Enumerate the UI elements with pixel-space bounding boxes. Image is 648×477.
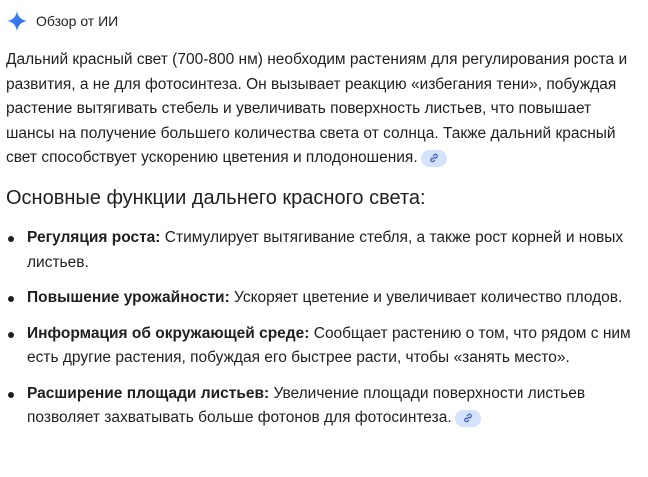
gemini-spark-icon <box>6 10 28 32</box>
bullet-term: Регуляция роста: <box>27 229 161 246</box>
bullet-text: Стимулирует вытягивание стебля, а также рост корней и новых листьев. <box>27 229 624 271</box>
ai-overview-header <box>6 8 118 34</box>
bullet-term: Расширение площади листьев: <box>27 384 270 402</box>
list-item <box>0 322 640 371</box>
section-title: Основные функции дальнего красного света: <box>6 187 426 209</box>
link-icon <box>462 412 474 424</box>
bullet-dot <box>8 296 14 302</box>
bullet-term: Информация об окружающей среде: <box>27 324 310 342</box>
list-item <box>0 382 640 431</box>
bullet-text: Увеличение площади поверхности листьев позволяет захватывать больше фотонов для фотосинтеза. <box>27 384 586 426</box>
intro-paragraph <box>6 48 636 171</box>
bullet-text: Сообщает растению о том, что рядом с ним есть другие растения, побуждая его быстрее расти, чтобы «занять место». <box>27 324 631 366</box>
list-item <box>0 226 640 275</box>
source-link-chip[interactable] <box>421 150 447 167</box>
intro-text: Дальний красный свет (700-800 нм) необходим растениям для регулирования роста и развития, а не для фотосинтеза. Он вызывает реакцию «избегания тени», побуждая растение вытягивать стебель и увеличивать поверхность листьев, что повышает шансы на получение большего количества света от солнца. Также дальний красный свет способствует ускорению цветения и плодоношения. <box>6 51 628 166</box>
functions-list <box>0 226 640 442</box>
bullet-text: Ускоряет цветение и увеличивает количество плодов. <box>229 289 623 306</box>
source-link-chip[interactable] <box>455 410 481 427</box>
bullet-dot <box>8 392 14 398</box>
link-icon <box>428 152 440 164</box>
list-item <box>0 286 640 311</box>
bullet-term: Повышение урожайности: <box>27 289 230 306</box>
bullet-dot <box>8 332 14 338</box>
ai-overview-title: Обзор от ИИ <box>36 13 119 29</box>
bullet-dot <box>8 236 14 242</box>
